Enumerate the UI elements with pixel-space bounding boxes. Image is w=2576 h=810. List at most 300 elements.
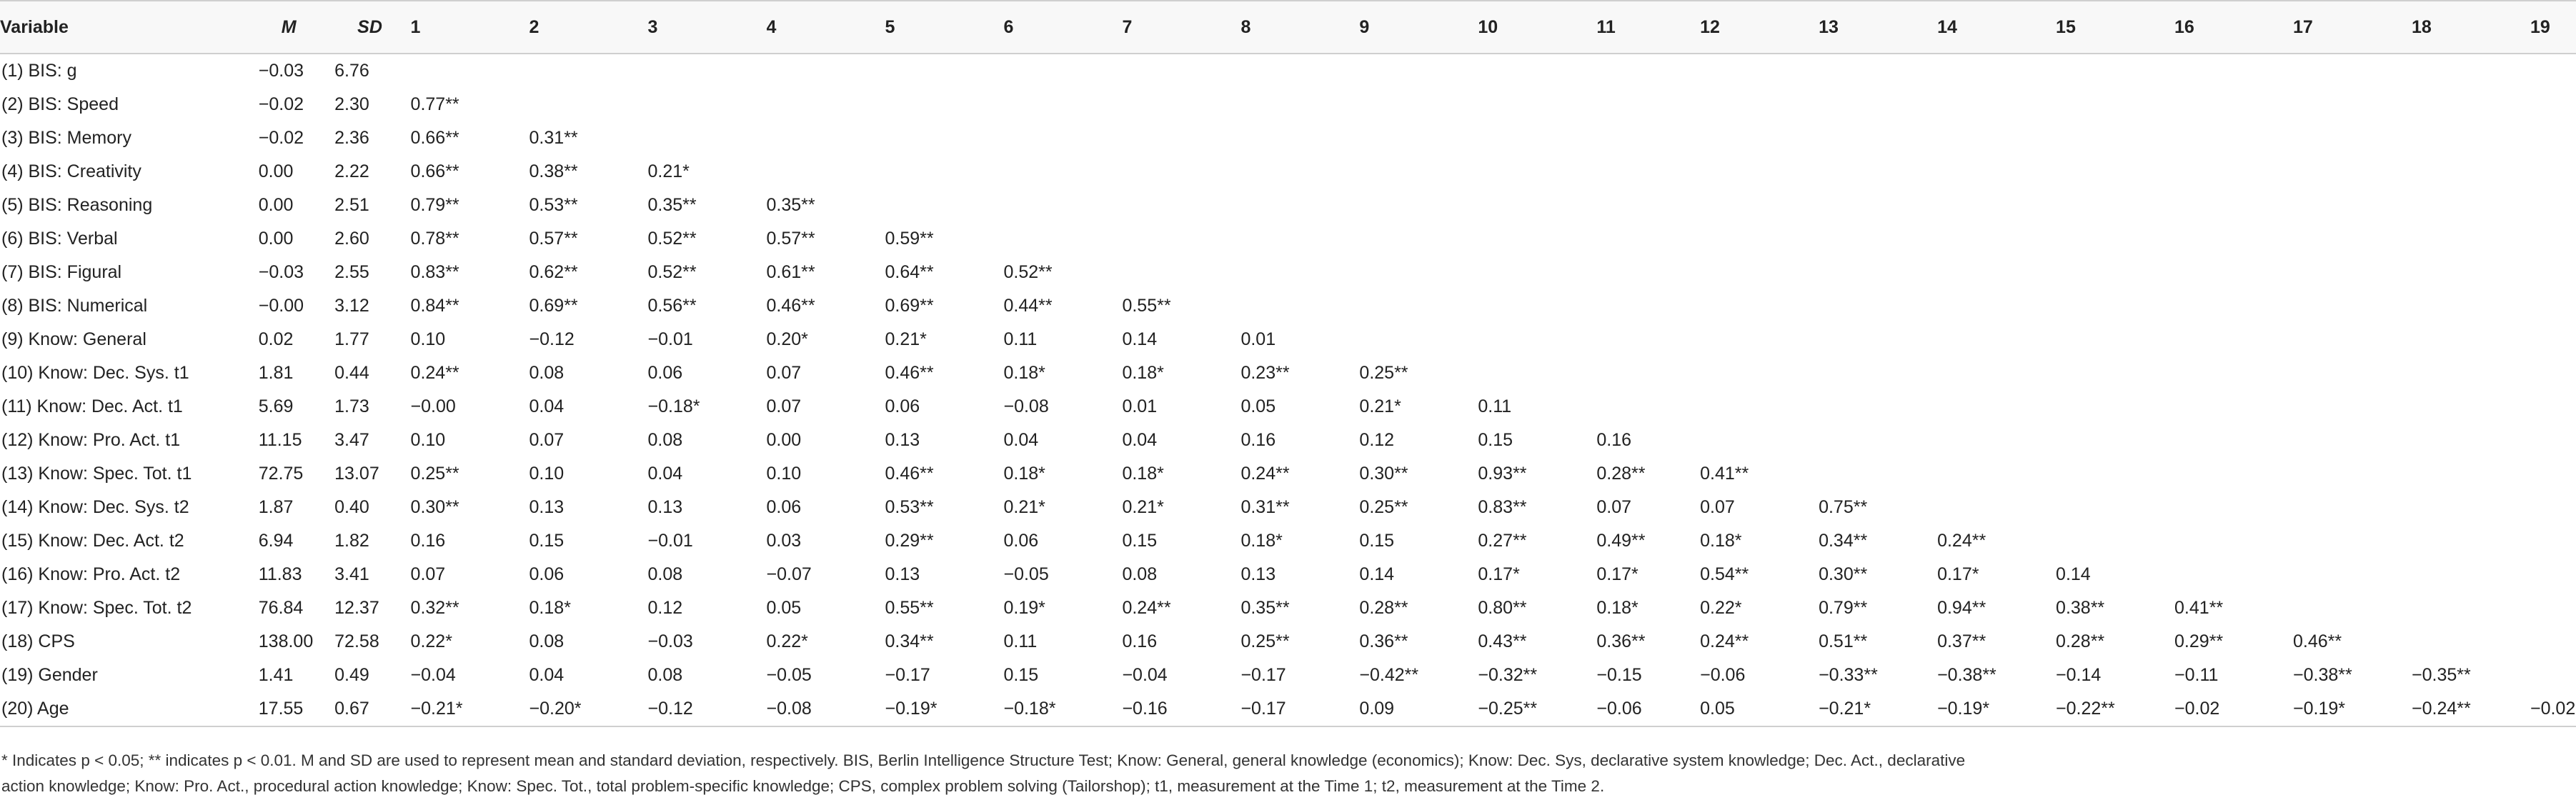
correlation-cell (1359, 222, 1478, 256)
correlation-cell: −0.22** (2056, 699, 2115, 719)
correlation-cell: −0.18* (1003, 699, 1056, 719)
table-row (0, 155, 2576, 189)
table-row (0, 424, 2576, 457)
correlation-cell: −0.03 (647, 631, 693, 651)
table-row (0, 54, 2576, 88)
correlation-cell (2530, 659, 2576, 692)
correlation-cell (1478, 189, 1596, 222)
correlation-cell (2530, 189, 2576, 222)
mean-cell: 0.00 (258, 195, 294, 215)
correlation-cell: 0.46** (2293, 631, 2342, 651)
correlation-cell (2530, 121, 2576, 155)
correlation-cell: 0.83** (410, 262, 459, 282)
correlation-cell (2530, 524, 2576, 558)
correlation-cell (1819, 390, 1937, 424)
correlation-cell: 0.41** (1700, 464, 1749, 484)
table-row (0, 121, 2576, 155)
sd-cell: 0.40 (334, 497, 369, 517)
correlation-cell (1819, 54, 1937, 88)
correlation-cell: 0.57** (529, 229, 578, 249)
correlation-cell (2056, 424, 2174, 457)
correlation-cell (1700, 189, 1819, 222)
correlation-cell: −0.21* (410, 699, 463, 719)
correlation-cell (1478, 356, 1596, 390)
correlation-cell: −0.18* (647, 396, 700, 416)
correlation-cell: −0.00 (410, 396, 456, 416)
correlation-cell (2056, 189, 2174, 222)
header-col-2: 2 (529, 1, 648, 54)
correlation-cell (2530, 256, 2576, 289)
correlation-cell (648, 88, 767, 121)
correlation-cell: 0.32** (410, 598, 459, 618)
variable-cell: (8) BIS: Numerical (1, 296, 148, 316)
correlation-cell: 0.04 (529, 396, 565, 416)
correlation-cell: −0.25** (1478, 699, 1538, 719)
correlation-cell (2530, 591, 2576, 625)
correlation-cell: −0.01 (647, 531, 693, 551)
correlation-cell (1819, 189, 1937, 222)
sd-cell: 0.67 (334, 699, 369, 719)
header-col-6: 6 (1003, 1, 1122, 54)
correlation-cell (1700, 121, 1819, 155)
correlation-cell (2174, 121, 2293, 155)
sd-cell: 1.73 (334, 396, 369, 416)
correlation-cell (2056, 524, 2174, 558)
correlation-cell (1937, 491, 2056, 524)
correlation-cell (2293, 121, 2412, 155)
mean-cell: 76.84 (258, 598, 304, 618)
mean-cell: 17.55 (258, 699, 304, 719)
correlation-cell: 0.07 (766, 396, 802, 416)
variable-cell: (13) Know: Spec. Tot. t1 (1, 464, 192, 484)
variable-cell: (20) Age (1, 699, 69, 719)
correlation-cell: 0.18* (1122, 464, 1164, 484)
correlation-cell (1122, 256, 1240, 289)
correlation-cell: 0.35** (1240, 598, 1290, 618)
correlation-cell: −0.12 (647, 699, 693, 719)
correlation-cell (1240, 155, 1359, 189)
correlation-cell: 0.07 (1700, 497, 1735, 517)
correlation-cell: −0.24** (2412, 699, 2471, 719)
correlation-cell: 0.07 (529, 430, 565, 450)
correlation-cell: 0.27** (1478, 531, 1527, 551)
correlation-cell: 0.38** (2056, 598, 2105, 618)
correlation-cell (2412, 625, 2530, 659)
sd-cell: 72.58 (334, 631, 379, 651)
correlation-cell: −0.05 (1003, 564, 1049, 584)
correlation-cell: 0.16 (1240, 430, 1276, 450)
correlation-cell (1700, 256, 1819, 289)
table-row (0, 390, 2576, 424)
correlation-cell: 0.01 (1240, 329, 1276, 349)
correlation-cell (2174, 256, 2293, 289)
table-row (0, 323, 2576, 356)
table-footnote (1, 748, 2567, 799)
correlation-cell (2056, 256, 2174, 289)
correlation-cell: 0.08 (529, 363, 565, 383)
correlation-cell: 0.24** (1240, 464, 1290, 484)
correlation-cell (1122, 155, 1240, 189)
correlation-cell: 0.93** (1478, 464, 1527, 484)
correlation-cell: 0.24** (1122, 598, 1171, 618)
correlation-cell: 0.01 (1122, 396, 1158, 416)
correlation-cell (1003, 121, 1122, 155)
correlation-cell: −0.04 (410, 665, 456, 685)
mean-cell: 11.15 (258, 430, 302, 450)
correlation-cell: −0.14 (2056, 665, 2102, 685)
correlation-cell (1359, 189, 1478, 222)
sd-cell: 0.49 (334, 665, 369, 685)
correlation-cell: −0.38** (1937, 665, 1996, 685)
correlation-cell: 0.05 (766, 598, 802, 618)
correlation-cell (2056, 289, 2174, 323)
correlation-cell: −0.19* (2293, 699, 2346, 719)
header-col-17: 17 (2293, 1, 2412, 54)
correlation-cell: 0.06 (1003, 531, 1039, 551)
correlation-cell: 0.06 (529, 564, 565, 584)
correlation-cell (1596, 323, 1700, 356)
correlation-cell: 0.41** (2174, 598, 2224, 618)
table-footnote-line-1: * Indicates p < 0.05; ** indicates p < 0.01. M and SD are used to represent mean and standard deviation, respectively. BIS, Berlin Intelligence Structure Test; Know: General, general knowledge (economics); Know: Dec. Sys, declarative system knowledge; Dec. Act., declarative (1, 751, 1966, 769)
correlation-cell: 0.36** (1359, 631, 1408, 651)
sd-cell: 3.12 (334, 296, 369, 316)
table-row (0, 692, 2576, 726)
correlation-cell (648, 121, 767, 155)
correlation-cell: 0.08 (529, 631, 565, 651)
correlation-cell (2530, 155, 2576, 189)
sd-cell: 6.76 (334, 61, 369, 81)
correlation-cell: 0.30** (1359, 464, 1408, 484)
correlation-cell (2056, 356, 2174, 390)
correlation-cell (1122, 121, 1240, 155)
correlation-cell: 0.06 (647, 363, 683, 383)
correlation-cell (1003, 54, 1122, 88)
correlation-cell (2293, 558, 2412, 591)
correlation-cell (1596, 155, 1700, 189)
correlation-cell (767, 54, 885, 88)
correlation-cell: 0.46** (766, 296, 815, 316)
correlation-cell: 0.07 (410, 564, 446, 584)
correlation-cell (2412, 356, 2530, 390)
correlation-cell (1240, 189, 1359, 222)
sd-cell: 2.55 (334, 262, 369, 282)
correlation-cell: 0.79** (1819, 598, 1868, 618)
correlation-cell: −0.16 (1122, 699, 1168, 719)
variable-cell: (9) Know: General (1, 329, 146, 349)
correlation-cell: 0.21* (885, 329, 927, 349)
correlation-cell: 0.44** (1003, 296, 1053, 316)
correlation-cell: 0.22* (1700, 598, 1742, 618)
correlation-cell (2293, 88, 2412, 121)
correlation-cell: 0.10 (766, 464, 802, 484)
header-col-7: 7 (1122, 1, 1240, 54)
correlation-cell: −0.06 (1700, 665, 1746, 685)
table-row (0, 558, 2576, 591)
correlation-cell: −0.20* (529, 699, 582, 719)
header-col-10: 10 (1478, 1, 1596, 54)
mean-cell: 138.00 (258, 631, 314, 651)
correlation-cell: 0.25** (1359, 363, 1408, 383)
header-mean: M (259, 1, 334, 54)
table-header-row (0, 1, 2576, 54)
correlation-cell: 0.35** (647, 195, 697, 215)
correlation-cell: 0.06 (766, 497, 802, 517)
correlation-cell: 0.16 (1596, 430, 1632, 450)
correlation-cell: 0.43** (1478, 631, 1527, 651)
correlation-cell: 0.17* (1596, 564, 1638, 584)
correlation-cell (2293, 54, 2412, 88)
correlation-cell (2530, 457, 2576, 491)
table-row (0, 524, 2576, 558)
correlation-cell (2412, 88, 2530, 121)
correlation-cell: 0.18* (1003, 464, 1045, 484)
sd-cell: 2.51 (334, 195, 369, 215)
correlation-cell (2174, 390, 2293, 424)
correlation-cell (1596, 256, 1700, 289)
header-col-5: 5 (885, 1, 1003, 54)
correlation-cell: 0.08 (647, 665, 683, 685)
sd-cell: 1.82 (334, 531, 369, 551)
correlation-cell: 0.79** (410, 195, 459, 215)
correlation-cell: 0.64** (885, 262, 934, 282)
correlation-cell (2056, 121, 2174, 155)
correlation-cell (1596, 88, 1700, 121)
correlation-cell (1937, 323, 2056, 356)
correlation-cell: −0.11 (2174, 665, 2219, 685)
correlation-cell: 0.08 (1122, 564, 1158, 584)
correlation-cell (2293, 491, 2412, 524)
correlation-cell: 0.18* (1003, 363, 1045, 383)
correlation-cell (2530, 558, 2576, 591)
correlation-cell (2530, 356, 2576, 390)
correlation-cell (1937, 289, 2056, 323)
correlation-cell: −0.08 (1003, 396, 1049, 416)
correlation-cell: 0.57** (766, 229, 815, 249)
correlation-cell (1359, 323, 1478, 356)
sd-cell: 2.36 (334, 128, 369, 148)
correlation-cell (2174, 222, 2293, 256)
correlation-cell (1700, 356, 1819, 390)
correlation-cell: 0.56** (647, 296, 697, 316)
correlation-cell (1359, 289, 1478, 323)
correlation-cell: 0.69** (529, 296, 578, 316)
correlation-cell: 0.05 (1700, 699, 1735, 719)
correlation-cell (1819, 88, 1937, 121)
correlation-cell (1478, 323, 1596, 356)
correlation-cell (1819, 289, 1937, 323)
correlation-cell: 0.12 (647, 598, 683, 618)
mean-cell: 0.00 (258, 161, 294, 181)
correlation-cell: 0.10 (410, 329, 446, 349)
correlation-cell (2174, 424, 2293, 457)
correlation-cell: −0.02 (2530, 699, 2576, 719)
correlation-cell (1478, 121, 1596, 155)
correlation-cell (1596, 390, 1700, 424)
correlation-cell (1700, 54, 1819, 88)
correlation-cell: 0.18* (1122, 363, 1164, 383)
correlation-cell (2412, 323, 2530, 356)
correlation-cell: 0.25** (410, 464, 459, 484)
table-row (0, 189, 2576, 222)
table-row (0, 289, 2576, 323)
sd-cell: 13.07 (334, 464, 379, 484)
correlation-cell: 0.19* (1003, 598, 1045, 618)
correlation-cell: 0.22* (410, 631, 452, 651)
correlation-cell: 0.54** (1700, 564, 1749, 584)
correlation-cell (2412, 424, 2530, 457)
correlation-cell: 0.00 (766, 430, 802, 450)
correlation-cell: 0.18* (1240, 531, 1283, 551)
correlation-cell: 0.25** (1359, 497, 1408, 517)
correlation-cell: 0.37** (1937, 631, 1986, 651)
header-sd: SD (334, 1, 410, 54)
header-col-3: 3 (648, 1, 767, 54)
mean-cell: −0.02 (258, 94, 304, 114)
correlation-cell (2174, 54, 2293, 88)
header-col-4: 4 (767, 1, 885, 54)
correlation-cell: 0.66** (410, 161, 459, 181)
correlation-cell (1240, 256, 1359, 289)
correlation-cell (1819, 121, 1937, 155)
correlation-cell (1240, 88, 1359, 121)
correlation-cell: 0.14 (2056, 564, 2091, 584)
correlation-cell: −0.21* (1819, 699, 1871, 719)
variable-cell: (4) BIS: Creativity (1, 161, 141, 181)
correlation-cell: 0.10 (410, 430, 446, 450)
mean-cell: 1.81 (258, 363, 294, 383)
correlation-cell: 0.11 (1478, 396, 1512, 416)
correlation-cell: 0.80** (1478, 598, 1527, 618)
correlation-cell: 0.05 (1240, 396, 1276, 416)
table-body (0, 54, 2576, 726)
correlation-cell (2293, 189, 2412, 222)
correlation-cell (2174, 524, 2293, 558)
correlation-cell (2530, 323, 2576, 356)
correlation-cell (1122, 222, 1240, 256)
correlation-cell (2530, 289, 2576, 323)
correlation-cell: 0.52** (647, 229, 697, 249)
correlation-cell (2293, 289, 2412, 323)
correlation-cell (2412, 491, 2530, 524)
sd-cell: 2.22 (334, 161, 369, 181)
header-col-19: 19 (2530, 1, 2576, 54)
correlation-cell (1819, 323, 1937, 356)
correlation-cell: −0.06 (1596, 699, 1642, 719)
correlation-cell: −0.04 (1122, 665, 1168, 685)
correlation-cell: 0.18* (1700, 531, 1742, 551)
table-row (0, 88, 2576, 121)
variable-cell: (1) BIS: g (1, 61, 77, 81)
correlation-cell (2056, 54, 2174, 88)
correlation-cell: −0.17 (885, 665, 930, 685)
variable-cell: (17) Know: Spec. Tot. t2 (1, 598, 192, 618)
correlation-cell: 0.15 (529, 531, 565, 551)
correlation-cell: 0.51** (1819, 631, 1868, 651)
correlation-cell: 0.34** (1819, 531, 1868, 551)
correlation-cell: 0.31** (529, 128, 578, 148)
correlation-cell (1478, 88, 1596, 121)
table-row (0, 222, 2576, 256)
correlation-cell (2293, 591, 2412, 625)
correlation-cell: 0.10 (529, 464, 565, 484)
correlation-cell (2174, 356, 2293, 390)
correlation-cell: 0.46** (885, 464, 934, 484)
correlation-cell (1596, 54, 1700, 88)
variable-cell: (10) Know: Dec. Sys. t1 (1, 363, 189, 383)
correlation-cell (1819, 222, 1937, 256)
correlation-cell: 0.83** (1478, 497, 1527, 517)
correlation-cell: 0.14 (1359, 564, 1395, 584)
correlation-cell (1122, 54, 1240, 88)
sd-cell: 1.77 (334, 329, 369, 349)
correlation-cell: 0.75** (1819, 497, 1868, 517)
correlation-cell (1937, 457, 2056, 491)
correlation-cell: 0.18* (529, 598, 571, 618)
correlation-cell: 0.28** (2056, 631, 2105, 651)
header-col-18: 18 (2412, 1, 2530, 54)
correlation-cell (1596, 121, 1700, 155)
correlation-cell (2056, 222, 2174, 256)
correlation-cell (1359, 54, 1478, 88)
correlation-cell: 0.13 (529, 497, 565, 517)
correlation-cell: 0.23** (1240, 363, 1290, 383)
correlation-cell: 0.17* (1478, 564, 1520, 584)
variable-cell: (2) BIS: Speed (1, 94, 119, 114)
mean-cell: −0.03 (258, 262, 304, 282)
correlation-cell: 0.49** (1596, 531, 1646, 551)
correlation-cell (2412, 155, 2530, 189)
variable-cell: (6) BIS: Verbal (1, 229, 118, 249)
correlation-cell: 0.11 (1003, 329, 1038, 349)
correlation-cell: 0.24** (1937, 531, 1986, 551)
correlation-cell: −0.32** (1478, 665, 1538, 685)
correlation-cell (1819, 155, 1937, 189)
correlation-cell (1700, 222, 1819, 256)
correlation-cell: 0.15 (1122, 531, 1158, 551)
correlation-cell (1596, 356, 1700, 390)
correlation-cell: 0.04 (1122, 430, 1158, 450)
correlation-cell (2530, 625, 2576, 659)
correlation-cell (2056, 491, 2174, 524)
correlation-cell: 0.09 (1359, 699, 1395, 719)
correlation-cell: −0.07 (766, 564, 812, 584)
correlation-cell (1937, 54, 2056, 88)
correlation-cell (2412, 189, 2530, 222)
correlation-cell: −0.17 (1240, 665, 1286, 685)
correlation-cell: 0.20* (766, 329, 808, 349)
correlation-cell: 0.35** (766, 195, 815, 215)
correlation-cell: −0.35** (2412, 665, 2471, 685)
correlation-cell (885, 54, 1003, 88)
correlation-cell (2174, 491, 2293, 524)
correlation-cell: −0.17 (1240, 699, 1286, 719)
correlation-cell: 0.94** (1937, 598, 1986, 618)
correlation-cell (1937, 121, 2056, 155)
correlation-cell (2293, 222, 2412, 256)
correlation-cell: 0.07 (1596, 497, 1632, 517)
correlation-cell (2412, 457, 2530, 491)
correlation-cell (2056, 88, 2174, 121)
table-row (0, 457, 2576, 491)
correlation-cell: 0.13 (647, 497, 683, 517)
correlation-cell (2293, 390, 2412, 424)
correlation-cell (2530, 390, 2576, 424)
correlation-cell: 0.53** (529, 195, 578, 215)
correlation-cell (2530, 491, 2576, 524)
header-col-9: 9 (1359, 1, 1478, 54)
correlation-cell: 0.16 (410, 531, 446, 551)
correlation-cell: 0.15 (1478, 430, 1513, 450)
